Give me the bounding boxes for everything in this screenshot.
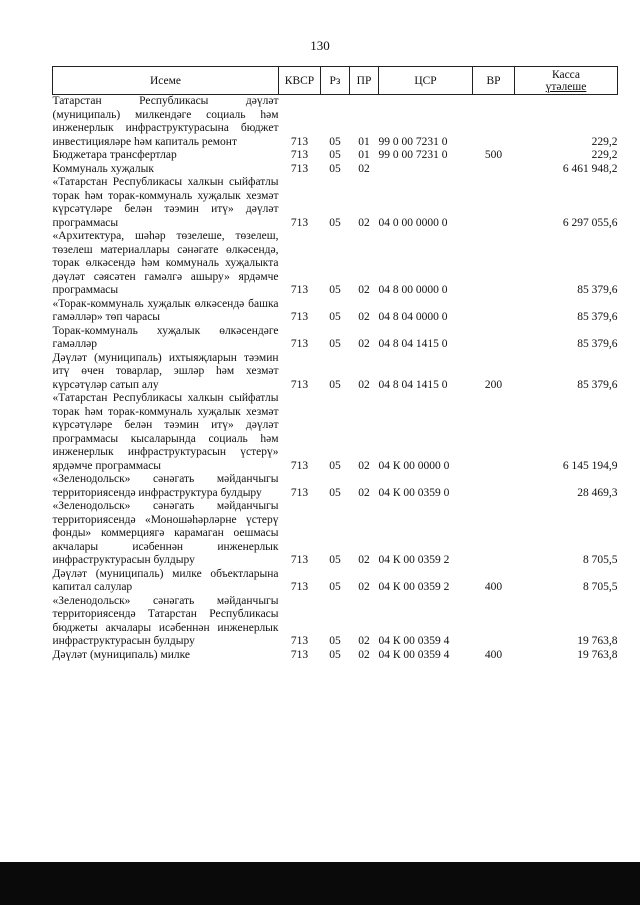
table-row (53, 298, 618, 325)
row-csr: 04 К 00 0359 4 (378, 635, 450, 647)
row-vr (473, 500, 515, 568)
row-name: «Торак-коммуналь хуҗалык өлкәсендә башка гамәлләр» төп чарасы (52, 297, 279, 323)
row-rz: 05 (329, 554, 341, 566)
row-pr: 02 (358, 581, 370, 593)
row-pr: 02 (358, 648, 370, 661)
row-csr: 04 8 04 1415 0 (378, 338, 448, 350)
table-row (53, 176, 618, 230)
row-rz: 05 (329, 162, 341, 175)
row-amount: 28 469,3 (577, 486, 618, 499)
row-name: «Зеленодольск» сәнәгать мәйданчыгы территориясендә инфраструктура булдыру (52, 473, 279, 499)
row-amount: 229,2 (591, 149, 618, 161)
header-csr: ЦСР (379, 67, 473, 95)
header-pr: ПР (350, 67, 379, 95)
row-rz: 05 (329, 648, 341, 661)
row-kvsr: 713 (290, 284, 309, 296)
row-amount: 85 379,6 (577, 338, 618, 350)
table-body (53, 95, 618, 663)
row-csr: 04 8 00 0000 0 (378, 284, 448, 296)
row-pr: 02 (358, 162, 370, 175)
row-csr: 04 К 00 0359 4 (378, 648, 450, 661)
row-amount: 6 297 055,6 (562, 216, 618, 229)
row-vr (473, 392, 515, 473)
row-rz: 05 (329, 216, 341, 229)
row-rz: 05 (329, 311, 341, 323)
row-vr (473, 325, 515, 352)
row-amount: 19 763,8 (577, 635, 618, 647)
row-pr: 02 (358, 338, 370, 350)
row-vr: 200 (484, 378, 503, 391)
row-pr: 02 (358, 635, 370, 647)
row-name: Дәүләт (муниципаль) милке объектларына капитал салулар (52, 567, 279, 593)
row-kvsr: 713 (290, 581, 309, 593)
table-row (53, 595, 618, 649)
table-header-row (53, 67, 618, 95)
row-csr (379, 163, 473, 177)
row-amount: 229,2 (591, 135, 618, 148)
row-name: «Зеленодольск» сәнәгать мәйданчыгы территориясендә Татарстан Республикасы бюджеты акчалары исәбеннән инженерлык инфраструктурасын булдыру (52, 594, 279, 647)
row-rz: 05 (329, 135, 341, 148)
row-kvsr: 713 (290, 378, 309, 391)
header-vr: ВР (473, 67, 515, 95)
row-pr: 02 (358, 216, 370, 229)
row-pr: 02 (358, 284, 370, 296)
row-rz: 05 (329, 149, 341, 161)
row-kvsr: 713 (290, 149, 309, 161)
row-rz: 05 (329, 486, 341, 499)
row-name: Дәүләт (муниципаль) милке (52, 648, 191, 661)
row-pr: 02 (358, 486, 370, 499)
row-kvsr: 713 (290, 635, 309, 647)
row-csr: 04 8 04 0000 0 (378, 311, 448, 323)
row-name: «Татарстан Республикасы халкын сыйфатлы торак һәм торак-коммуналь хуҗалык хезмәт күрсәтүләре белән тәэмин итү» дәүләт программасы кысаларында социаль һәм инженерлык инфраструктурасын үстерү» ярдәмче программасы (52, 392, 279, 472)
row-rz: 05 (329, 338, 341, 350)
row-kvsr: 713 (290, 459, 309, 472)
row-kvsr: 713 (290, 162, 309, 175)
row-amount: 8 705,5 (583, 554, 618, 566)
row-kvsr: 713 (290, 216, 309, 229)
table-row (53, 95, 618, 150)
table-row (53, 500, 618, 568)
row-vr: 500 (484, 149, 503, 161)
row-name: Торак-коммуналь хуҗалык өлкәсендәге гамәлләр (52, 324, 279, 350)
row-name: Коммуналь хуҗалык (52, 162, 154, 175)
row-kvsr: 713 (290, 486, 309, 499)
row-amount: 6 461 948,2 (562, 162, 618, 175)
row-vr: 400 (484, 648, 503, 661)
scan-bottom-edge (0, 862, 640, 905)
header-kvsr: КВСР (279, 67, 321, 95)
row-amount: 85 379,6 (577, 378, 618, 391)
row-rz: 05 (329, 459, 341, 472)
row-amount: 8 705,5 (583, 581, 618, 593)
table-row (53, 473, 618, 500)
row-kvsr: 713 (290, 648, 309, 661)
row-pr: 02 (358, 554, 370, 566)
header-name: Исеме (53, 67, 279, 95)
header-kassa-label: Касса (551, 68, 581, 81)
row-vr (473, 95, 515, 150)
row-name: «Зеленодольск» сәнәгать мәйданчыгы территориясендә «Моношәһәрләрне үстерү фонды» коммерциягә карамаган оешмасы акчалары исәбеннән инженерлык инфраструктурасын булдыру (52, 500, 279, 566)
table-row (53, 392, 618, 473)
row-rz: 05 (329, 378, 341, 391)
row-kvsr: 713 (290, 338, 309, 350)
budget-table (52, 66, 618, 662)
row-vr (473, 176, 515, 230)
row-amount: 6 145 194,9 (562, 459, 618, 472)
row-csr: 99 0 00 7231 0 (378, 135, 448, 148)
table-row (53, 568, 618, 595)
row-pr: 02 (358, 459, 370, 472)
row-amount: 85 379,6 (577, 284, 618, 296)
table-row (53, 230, 618, 298)
row-csr: 04 К 00 0359 0 (378, 486, 450, 499)
row-csr: 04 0 00 0000 0 (378, 216, 448, 229)
row-vr (473, 163, 515, 177)
row-rz: 05 (329, 635, 341, 647)
row-name: Татарстан Республикасы дәүләт (муниципаль) милкендәге социаль һәм инженерлык инфраструктурасына бюджет инвестицияләре һәм капиталь ремонт (52, 95, 279, 148)
row-vr (473, 298, 515, 325)
page-number: 130 (310, 38, 330, 53)
row-vr: 400 (484, 581, 503, 593)
row-name: «Архитектура, шәһәр төзелеше, төзелеш, төзелеш материаллары сәнәгате өлкәсендә, торак өлкәсендә һәм коммуналь хуҗалыкта дәүләт сәясәтен гамәлгә ашыру» ярдәмче программасы (52, 230, 279, 296)
table-row (53, 325, 618, 352)
row-kvsr: 713 (290, 311, 309, 323)
row-kvsr: 713 (290, 554, 309, 566)
table-row (53, 149, 618, 163)
row-csr: 99 0 00 7231 0 (378, 149, 448, 161)
row-pr: 02 (358, 311, 370, 323)
row-rz: 05 (329, 581, 341, 593)
row-kvsr: 713 (290, 135, 309, 148)
row-amount: 85 379,6 (577, 311, 618, 323)
row-pr: 02 (358, 378, 370, 391)
row-pr: 01 (358, 149, 370, 161)
row-name: Бюджетара трансфертлар (52, 149, 177, 161)
row-csr: 04 К 00 0359 2 (378, 581, 450, 593)
row-csr: 04 8 04 1415 0 (378, 378, 448, 391)
table-row (53, 649, 618, 663)
row-vr (473, 595, 515, 649)
table-row (53, 352, 618, 393)
header-kassa (515, 67, 618, 95)
row-csr: 04 К 00 0000 0 (378, 459, 450, 472)
row-vr (473, 473, 515, 500)
header-kassa-sub: үтәлеше (545, 80, 587, 93)
table-row (53, 163, 618, 177)
row-name: «Татарстан Республикасы халкын сыйфатлы торак һәм торак-коммуналь хуҗалык хезмәт күрсәтүләре белән тәэмин итү» дәүләт программасы (52, 176, 279, 229)
row-name: Дәүләт (муниципаль) ихтыяҗларын тәэмин итү өчен товарлар, эшләр һәм хезмәт күрсәтүләр сатып алу (52, 351, 279, 391)
row-amount: 19 763,8 (577, 648, 618, 661)
row-csr: 04 К 00 0359 2 (378, 554, 450, 566)
row-pr: 01 (358, 135, 370, 148)
row-vr (473, 230, 515, 298)
header-rz: Рз (321, 67, 350, 95)
row-rz: 05 (329, 284, 341, 296)
